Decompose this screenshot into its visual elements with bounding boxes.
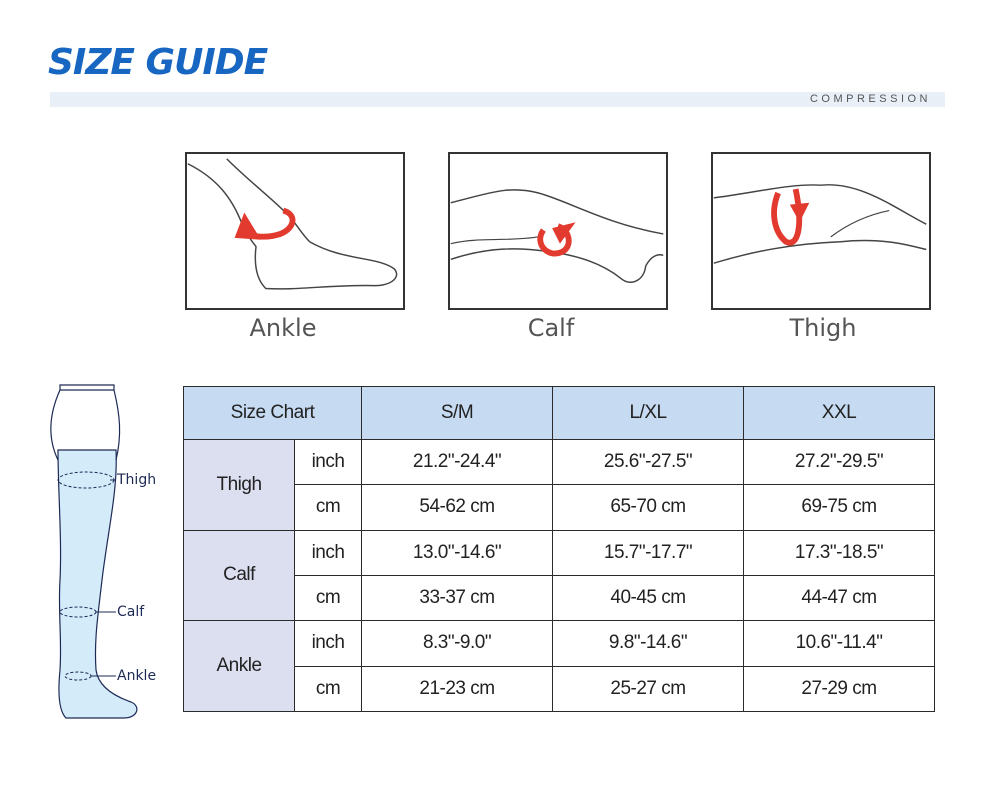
unit-cell: inch: [295, 621, 362, 666]
leg-label-ankle: Ankle: [117, 668, 157, 684]
table-row: [184, 621, 935, 666]
header-subtitle: COMPRESSION: [809, 93, 931, 105]
group-label-ankle: Ankle: [184, 621, 295, 712]
unit-cell: cm: [295, 666, 362, 711]
size-chart-table: [183, 386, 935, 712]
table-cell: 27.2"-29.5": [744, 440, 935, 485]
table-cell: 9.8"-14.6": [553, 621, 744, 666]
table-cell: 21-23 cm: [362, 666, 553, 711]
unit-cell: cm: [295, 485, 362, 530]
table-cell: 69-75 cm: [744, 485, 935, 530]
ankle-measure-icon: [187, 154, 403, 308]
thigh-label: Thigh: [789, 314, 857, 342]
size-header: L/XL: [553, 387, 744, 440]
thigh-measure-icon: [713, 154, 929, 308]
table-cell: 33-37 cm: [362, 575, 553, 620]
unit-cell: inch: [295, 530, 362, 575]
size-header: XXL: [744, 387, 935, 440]
unit-cell: cm: [295, 575, 362, 620]
table-row: [184, 485, 935, 530]
group-label-thigh: Thigh: [184, 440, 295, 531]
table-cell: 17.3"-18.5": [744, 530, 935, 575]
table-cell: 65-70 cm: [553, 485, 744, 530]
page-title: SIZE GUIDE: [48, 42, 268, 83]
table-row: [184, 530, 935, 575]
table-cell: 44-47 cm: [744, 575, 935, 620]
table-row: [184, 666, 935, 711]
table-cell: 13.0"-14.6": [362, 530, 553, 575]
table-cell: 27-29 cm: [744, 666, 935, 711]
table-cell: 54-62 cm: [362, 485, 553, 530]
table-corner-header: Size Chart: [184, 387, 362, 440]
group-label-calf: Calf: [184, 530, 295, 621]
ankle-measure-image: [185, 152, 405, 310]
table-row: [184, 575, 935, 620]
table-cell: 10.6"-11.4": [744, 621, 935, 666]
table-cell: 25.6"-27.5": [553, 440, 744, 485]
leg-label-thigh: Thigh: [117, 472, 157, 488]
table-cell: 25-27 cm: [553, 666, 744, 711]
table-header-row: [184, 387, 935, 440]
calf-measure-image: [448, 152, 668, 310]
table-cell: 8.3"-9.0": [362, 621, 553, 666]
table-cell: 40-45 cm: [553, 575, 744, 620]
thigh-measure-image: [711, 152, 931, 310]
ankle-label: Ankle: [249, 314, 317, 342]
leg-diagram: [36, 380, 176, 725]
leg-label-calf: Calf: [117, 604, 145, 620]
table-cell: 15.7"-17.7": [553, 530, 744, 575]
unit-cell: inch: [295, 440, 362, 485]
calf-measure-icon: [450, 154, 666, 308]
table-row: [184, 440, 935, 485]
table-cell: 21.2"-24.4": [362, 440, 553, 485]
calf-label: Calf: [527, 314, 575, 342]
header-band: [50, 92, 945, 107]
size-header: S/M: [362, 387, 553, 440]
